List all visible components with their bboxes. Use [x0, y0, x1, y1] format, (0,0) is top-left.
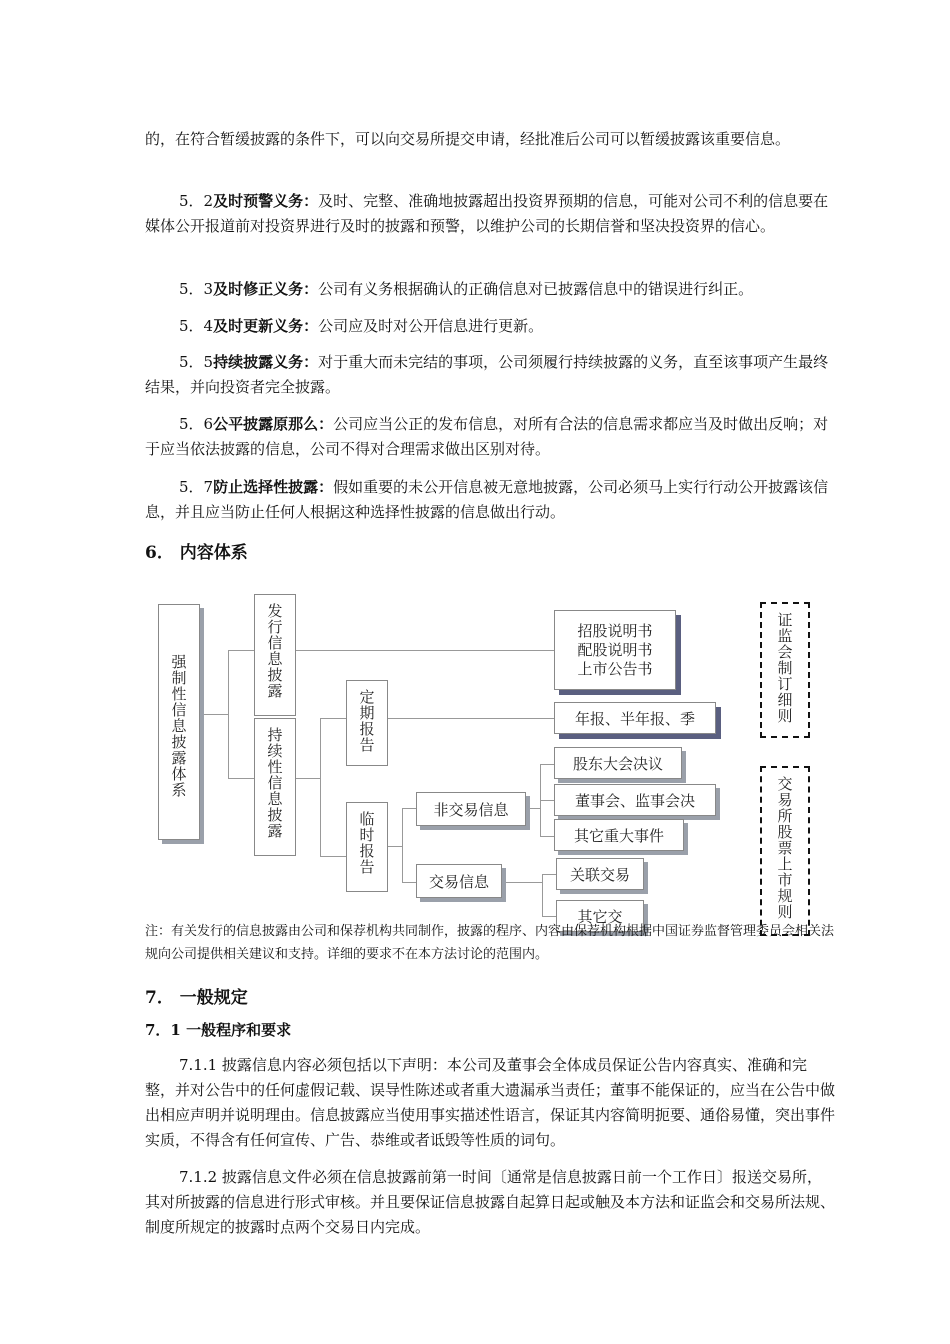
paragraph-5-4: 5．4及时更新义务：公司应及时对公开信息进行更新。 — [179, 317, 544, 335]
connector — [540, 764, 554, 765]
connector — [402, 808, 403, 882]
connector — [228, 650, 254, 651]
shareholders-resolution-box: 股东大会决议 — [554, 747, 682, 779]
connector — [388, 718, 554, 719]
connector — [388, 846, 402, 847]
connector — [542, 916, 556, 917]
connector — [320, 856, 346, 857]
connector — [320, 718, 346, 719]
interim-report-box: 临时报告 — [346, 802, 388, 892]
paragraph-5-3: 5．3及时修正义务：公司有义务根据确认的正确信息对已披露信息中的错误进行纠正。 — [179, 280, 754, 298]
connector — [296, 778, 320, 779]
connector — [502, 882, 542, 883]
connector — [542, 874, 543, 916]
paragraph-5-7: 5．7防止选择性披露：假如重要的未公开信息被无意地披露，公司必须马上实行行动公开披露该信息，并且应当防止任何人根据这种选择性披露的信息做出行动。 — [145, 478, 829, 521]
section-7-heading: 7． 一般规定 — [145, 988, 248, 1008]
periodic-report-box: 定期报告 — [346, 680, 388, 766]
connector — [526, 808, 540, 809]
section-7-1-heading: 7．1 一般程序和要求 — [145, 1021, 292, 1039]
connector — [320, 718, 321, 856]
paragraph-7-1-2: 7.1.2 披露信息文件必须在信息披露前第一时间〔通常是信息披露日前一个工作日〕报送交易所，其对所披露的信息进行形式审核。并且要保证信息披露自起算日起或触及本方法和证监会和交易所法规、制度所规定的披露时点两个交易日内完成。 — [145, 1168, 836, 1236]
connector — [540, 836, 554, 837]
connector — [200, 714, 228, 715]
board-resolution-box: 董事会、监事会决 — [554, 784, 716, 816]
connector — [228, 778, 254, 779]
section-6-heading: 6． 内容体系 — [145, 543, 248, 563]
prospectus-documents-box — [554, 610, 676, 690]
connector — [402, 808, 416, 809]
root-mandatory-disclosure-box: 强制性信息披露体系 — [158, 604, 200, 840]
prospectus-item: 上市公告书 — [577, 659, 653, 678]
other-major-events-box: 其它重大事件 — [554, 819, 684, 851]
paragraph-5-2: 5．2及时预警义务：及时、完整、准确地披露超出投资界预期的信息，可能对公司不利的信息要在媒体公开报道前对投资界进行及时的披露和预警，以维护公司的长期信誉和坚决投资界的信心。 — [145, 192, 829, 235]
connector — [402, 882, 416, 883]
other-transactions-box: 其它交 — [556, 900, 644, 932]
paragraph-continuation: 的，在符合暂缓披露的条件下，可以向交易所提交申请，经批准后公司可以暂缓披露该重要信息。 — [145, 130, 791, 148]
prospectus-item: 招股说明书 — [577, 621, 653, 640]
connector — [296, 650, 554, 651]
prospectus-item: 配股说明书 — [577, 640, 653, 659]
paragraph-5-6: 5．6公平披露原那么：公司应当公正的发布信息，对所有合法的信息需求都应当及时做出反响；对于应当依法披露的信息，公司不得对合理需求做出区别对待。 — [145, 415, 829, 458]
annual-reports-box: 年报、半年报、季 — [554, 702, 716, 734]
non-trade-info-box: 非交易信息 — [416, 792, 526, 826]
connector — [542, 874, 556, 875]
exchange-listing-rules-box: 交易所股票上市规则 — [760, 766, 810, 936]
issue-disclosure-box: 发行信息披露 — [254, 594, 296, 716]
connector — [540, 800, 554, 801]
paragraph-5-5: 5．5持续披露义务：对于重大而未完结的事项，公司须履行持续披露的义务，直至该事项产生最终结果，并向投资者完全披露。 — [145, 353, 829, 396]
csrc-rules-box: 证监会制订细则 — [760, 602, 810, 738]
diagram-note: 注：有关发行的信息披露由公司和保荐机构共同制作，披露的程序、内容由保荐机构根据中国证券监督管理委员会相关法规向公司提供相关建议和支持。详细的要求不在本方法讨论的范围内。 — [145, 924, 835, 962]
trade-info-box: 交易信息 — [416, 864, 502, 898]
paragraph-7-1-1: 7.1.1 披露信息内容必须包括以下声明：本公司及董事会全体成员保证公告内容真实、准确和完整，并对公告中的任何虚假记载、误导性陈述或者重大遗漏承当责任；董事不能保证的，应当在公告中做出相应声明并说明理由。信息披露应当使用事实描述性语言，保证其内容简明扼要、通俗易懂，突出事件实质，不得含有任何宣传、广告、恭维或者诋毁等性质的词句。 — [145, 1056, 836, 1149]
related-transactions-box: 关联交易 — [556, 858, 644, 890]
connector — [228, 650, 229, 778]
continuous-disclosure-box: 持续性信息披露 — [254, 718, 296, 856]
